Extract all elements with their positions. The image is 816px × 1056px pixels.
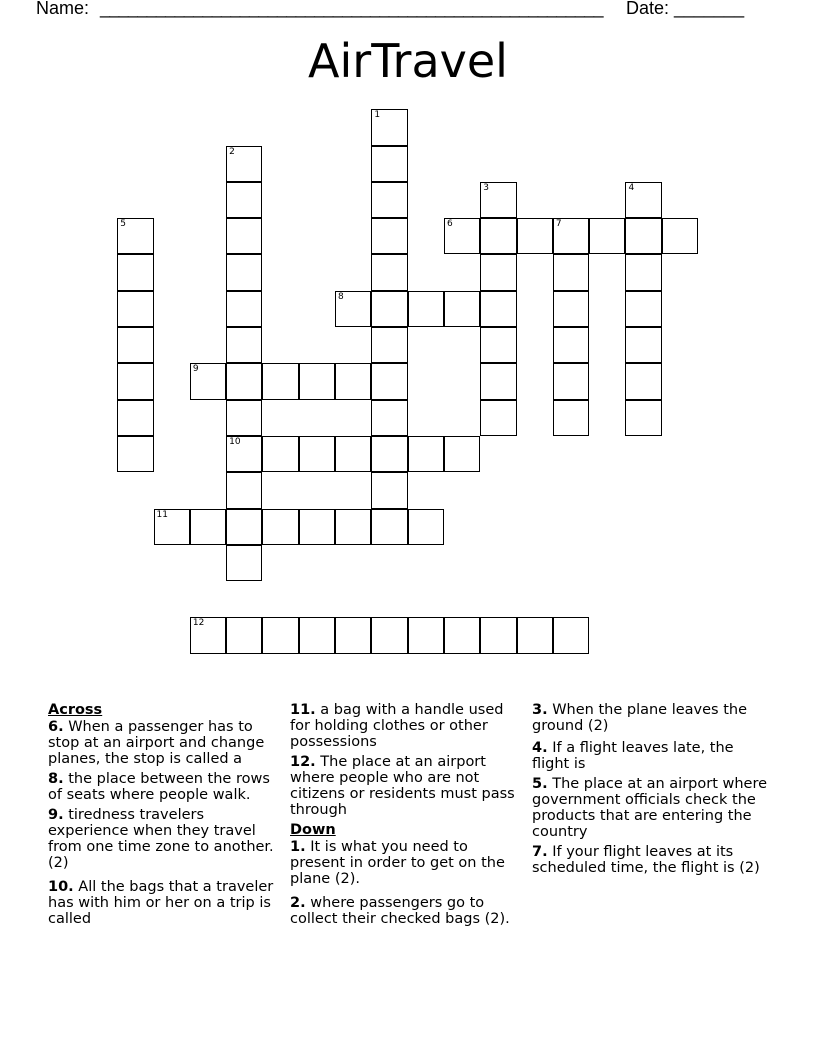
grid-cell[interactable]: [299, 617, 335, 653]
grid-cell[interactable]: [226, 400, 262, 436]
grid-cell[interactable]: [117, 218, 153, 254]
clue-text: It is what you need to present in order to get on the plane (2).: [290, 839, 505, 887]
grid-cell[interactable]: [190, 363, 226, 399]
down-heading: Down: [290, 822, 336, 838]
clue-number: 9.: [48, 807, 64, 823]
grid-cell[interactable]: [408, 509, 444, 545]
grid-cell[interactable]: [226, 327, 262, 363]
name-label: Name:: [36, 0, 90, 18]
clue-down-2: [290, 895, 526, 927]
grid-cell[interactable]: [371, 400, 407, 436]
grid-cell[interactable]: [408, 291, 444, 327]
cell-number: 10: [229, 436, 241, 447]
clue-number: 12.: [290, 754, 316, 770]
cell-number: 7: [555, 219, 562, 230]
grid-cell[interactable]: [299, 509, 335, 545]
grid-cell[interactable]: [226, 182, 262, 218]
grid-cell[interactable]: [553, 327, 589, 363]
clue-across-11: [290, 702, 526, 750]
grid-cell[interactable]: [553, 291, 589, 327]
grid-cell[interactable]: [262, 363, 298, 399]
clue-number: 1.: [290, 839, 306, 855]
grid-cell[interactable]: [262, 617, 298, 653]
clue-text: The place at an airport where government officials check the products that are entering the country: [532, 776, 768, 840]
grid-cell[interactable]: [625, 291, 661, 327]
clue-number: 6.: [48, 719, 64, 735]
grid-cell[interactable]: [335, 436, 371, 472]
cell-number: 5: [120, 219, 126, 230]
cell-number: 4: [628, 182, 635, 193]
grid-cell[interactable]: [625, 327, 661, 363]
grid-cell[interactable]: [299, 363, 335, 399]
grid-cell[interactable]: [480, 254, 516, 290]
grid-cell[interactable]: [444, 436, 480, 472]
grid-cell[interactable]: [335, 291, 371, 327]
grid-cell[interactable]: [226, 291, 262, 327]
grid-cell[interactable]: [625, 182, 661, 218]
grid-cell[interactable]: [226, 509, 262, 545]
grid-cell[interactable]: [371, 327, 407, 363]
grid-cell[interactable]: [371, 509, 407, 545]
grid-cell[interactable]: [625, 400, 661, 436]
grid-cell[interactable]: [480, 182, 516, 218]
grid-cell[interactable]: [517, 617, 553, 653]
grid-cell[interactable]: [117, 400, 153, 436]
grid-cell[interactable]: [117, 254, 153, 290]
clue-number: 10.: [48, 879, 74, 895]
grid-cell[interactable]: [444, 218, 480, 254]
page-title: AirTravel: [308, 34, 508, 88]
clue-text: When a passenger has to stop at an airport and change planes, the stop is called a: [48, 719, 265, 767]
grid-cell[interactable]: [662, 218, 698, 254]
grid-cell[interactable]: [371, 254, 407, 290]
grid-cell[interactable]: [444, 291, 480, 327]
grid-cell[interactable]: [226, 254, 262, 290]
clue-text: a bag with a handle used for holding clothes or other possessions: [290, 702, 504, 750]
grid-cell[interactable]: [371, 472, 407, 508]
grid-cell[interactable]: [335, 617, 371, 653]
clue-text: where passengers go to collect their checked bags (2).: [290, 895, 510, 927]
grid-cell[interactable]: [371, 436, 407, 472]
clue-down-5: [532, 776, 768, 840]
clue-down-4: [532, 740, 768, 772]
grid-cell[interactable]: [226, 436, 262, 472]
clue-text: If a flight leaves late, the flight is: [532, 740, 734, 772]
grid-cell[interactable]: [117, 291, 153, 327]
grid-cell[interactable]: [553, 617, 589, 653]
clue-across-10: [48, 879, 284, 927]
grid-cell[interactable]: [335, 509, 371, 545]
grid-cell[interactable]: [190, 509, 226, 545]
clue-across-12: [290, 754, 526, 818]
clue-column-1: [48, 702, 284, 931]
clue-number: 8.: [48, 771, 64, 787]
clue-number: 3.: [532, 702, 548, 718]
clue-down-3: [532, 702, 768, 734]
grid-cell[interactable]: [371, 218, 407, 254]
grid-cell[interactable]: [262, 509, 298, 545]
grid-cell[interactable]: [625, 218, 661, 254]
cell-number: 6: [446, 219, 453, 230]
clue-text: tiredness travelers experience when they travel from one time zone to another. (2): [48, 807, 274, 871]
date-field[interactable]: _______: [674, 0, 745, 18]
cell-number: 11: [156, 509, 168, 520]
clue-number: 5.: [532, 776, 548, 792]
grid-cell[interactable]: [625, 254, 661, 290]
grid-cell[interactable]: [408, 436, 444, 472]
grid-cell[interactable]: [408, 617, 444, 653]
clue-text: When the plane leaves the ground (2): [532, 702, 748, 734]
grid-cell[interactable]: [335, 363, 371, 399]
cell-number: 2: [229, 146, 235, 157]
grid-cell[interactable]: [371, 363, 407, 399]
grid-cell[interactable]: [226, 218, 262, 254]
grid-cell[interactable]: [371, 146, 407, 182]
grid-cell[interactable]: [190, 617, 226, 653]
grid-cell[interactable]: [371, 291, 407, 327]
grid-cell[interactable]: [444, 617, 480, 653]
grid-cell[interactable]: [553, 254, 589, 290]
clue-column-3: [532, 702, 768, 880]
clue-text: All the bags that a traveler has with him or her on a trip is called: [48, 879, 274, 927]
clue-column-2: [290, 702, 526, 931]
grid-cell[interactable]: [117, 363, 153, 399]
clue-across-9: [48, 807, 284, 871]
grid-cell[interactable]: [226, 545, 262, 581]
cell-number: 1: [374, 110, 381, 121]
grid-cell[interactable]: [371, 617, 407, 653]
grid-cell[interactable]: [517, 218, 553, 254]
clue-number: 11.: [290, 702, 316, 718]
clue-text: If your flight leaves at its scheduled time, the flight is (2): [532, 844, 760, 876]
clue-number: 7.: [532, 844, 548, 860]
date-label: Date:: [626, 0, 670, 18]
grid-cell[interactable]: [226, 363, 262, 399]
grid-cell[interactable]: [480, 400, 516, 436]
grid-cell[interactable]: [589, 218, 625, 254]
grid-cell[interactable]: [154, 509, 190, 545]
grid-cell[interactable]: [480, 327, 516, 363]
grid-cell[interactable]: [117, 436, 153, 472]
grid-cell[interactable]: [226, 146, 262, 182]
cell-number: 9: [192, 364, 199, 375]
grid-cell[interactable]: [553, 400, 589, 436]
clue-number: 2.: [290, 895, 306, 911]
across-heading: Across: [48, 702, 103, 718]
grid-cell[interactable]: [262, 436, 298, 472]
grid-cell[interactable]: [625, 363, 661, 399]
cell-number: 12: [192, 618, 205, 629]
grid-cell[interactable]: [480, 617, 516, 653]
grid-cell[interactable]: [226, 617, 262, 653]
grid-cell[interactable]: [117, 327, 153, 363]
grid-cell[interactable]: [553, 218, 589, 254]
clue-text: The place at an airport where people who are not citizens or residents must pass through: [290, 754, 515, 818]
cell-number: 8: [338, 291, 344, 302]
grid-cell[interactable]: [371, 109, 407, 145]
grid-cell[interactable]: [480, 291, 516, 327]
clue-number: 4.: [532, 740, 548, 756]
cell-number: 3: [483, 182, 489, 193]
clue-text: the place between the rows of seats where people walk.: [48, 771, 270, 803]
grid-cell[interactable]: [553, 363, 589, 399]
grid-cell[interactable]: [299, 436, 335, 472]
name-field[interactable]: ______________________________________________________: [100, 0, 603, 18]
grid-cell[interactable]: [371, 182, 407, 218]
clue-across-8: [48, 771, 284, 803]
grid-cell[interactable]: [226, 472, 262, 508]
clue-across-6: [48, 719, 284, 767]
grid-cell[interactable]: [480, 363, 516, 399]
grid-cell[interactable]: [480, 218, 516, 254]
clue-down-1: [290, 839, 526, 887]
clue-down-7: [532, 844, 768, 876]
